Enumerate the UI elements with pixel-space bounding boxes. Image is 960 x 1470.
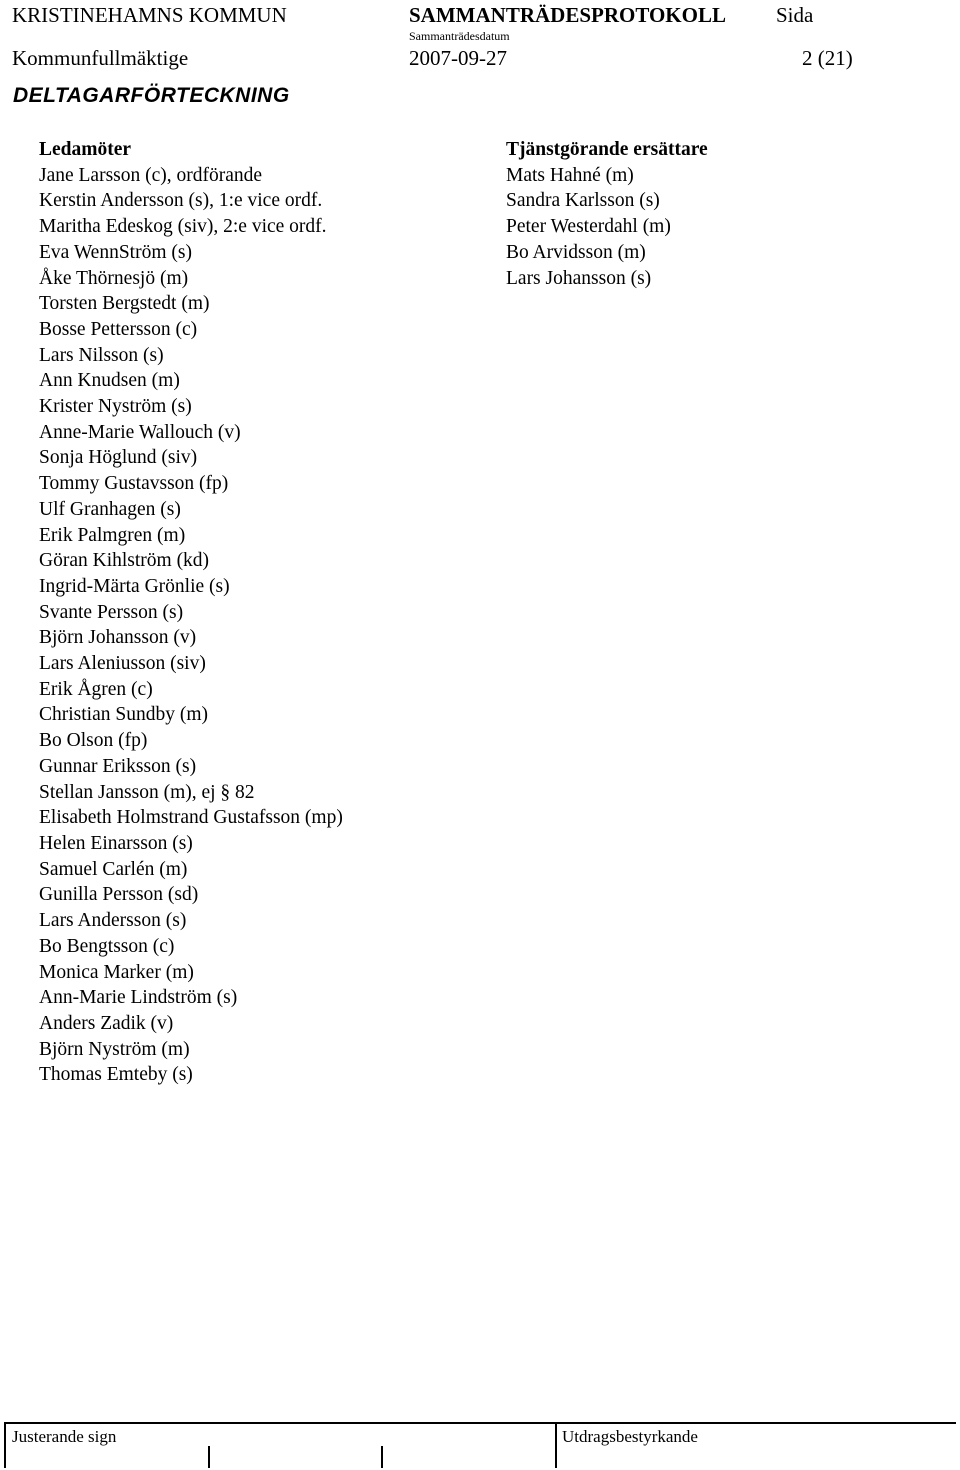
list-item: Bosse Pettersson (c) bbox=[39, 318, 198, 340]
footer-divider bbox=[4, 1422, 956, 1424]
date-label: Sammanträdesdatum bbox=[409, 29, 510, 43]
list-item: Monica Marker (m) bbox=[39, 961, 194, 983]
document-type: SAMMANTRÄDESPROTOKOLL bbox=[409, 3, 726, 27]
assembly-name: Kommunfullmäktige bbox=[12, 46, 189, 70]
list-item: Kerstin Andersson (s), 1:e vice ordf. bbox=[39, 190, 323, 212]
substitutes-list bbox=[506, 137, 708, 291]
municipality-name: KRISTINEHAMNS KOMMUN bbox=[12, 3, 287, 27]
list-item: Bo Bengtsson (c) bbox=[39, 935, 175, 957]
list-item: Gunilla Persson (sd) bbox=[39, 884, 199, 906]
list-item: Thomas Emteby (s) bbox=[39, 1064, 193, 1086]
list-item: Ulf Granhagen (s) bbox=[39, 498, 181, 520]
list-item: Lars Aleniusson (siv) bbox=[39, 653, 206, 675]
section-title: DELTAGARFÖRTECKNING bbox=[13, 84, 290, 107]
list-item: Jane Larsson (c), ordförande bbox=[39, 164, 263, 186]
list-item: Torsten Bergstedt (m) bbox=[39, 293, 210, 315]
list-item: Bo Arvidsson (m) bbox=[506, 241, 646, 263]
list-item: Krister Nyström (s) bbox=[39, 396, 192, 418]
sign-box-divider-1 bbox=[208, 1446, 210, 1468]
list-item: Ann Knudsen (m) bbox=[39, 370, 180, 392]
list-item: Ann-Marie Lindström (s) bbox=[39, 987, 238, 1009]
list-item: Sandra Karlsson (s) bbox=[506, 190, 660, 212]
list-item: Björn Nyström (m) bbox=[39, 1038, 190, 1060]
list-item: Göran Kihlström (kd) bbox=[39, 550, 210, 572]
list-item: Anders Zadik (v) bbox=[39, 1012, 174, 1034]
list-item: Mats Hahné (m) bbox=[506, 164, 634, 186]
list-item: Lars Andersson (s) bbox=[39, 910, 187, 932]
list-item: Maritha Edeskog (siv), 2:e vice ordf. bbox=[39, 216, 327, 238]
list-item: Bo Olson (fp) bbox=[39, 730, 148, 752]
list-item: Svante Persson (s) bbox=[39, 601, 184, 623]
list-item: Tommy Gustavsson (fp) bbox=[39, 473, 229, 495]
list-item: Stellan Jansson (m), ej § 82 bbox=[39, 781, 255, 803]
list-item: Lars Johansson (s) bbox=[506, 267, 652, 289]
list-item: Anne-Marie Wallouch (v) bbox=[39, 421, 241, 443]
list-item: Björn Johansson (v) bbox=[39, 627, 197, 649]
list-item: Sonja Höglund (siv) bbox=[39, 447, 198, 469]
sign-box-divider-2 bbox=[381, 1446, 383, 1468]
list-item: Peter Westerdahl (m) bbox=[506, 216, 671, 238]
list-item: Ingrid-Märta Grönlie (s) bbox=[39, 575, 230, 597]
meeting-date: 2007-09-27 bbox=[409, 46, 507, 70]
footer-border-middle bbox=[555, 1422, 557, 1468]
list-item: Lars Nilsson (s) bbox=[39, 344, 164, 366]
list-item: Gunnar Eriksson (s) bbox=[39, 755, 197, 777]
list-item: Elisabeth Holmstrand Gustafsson (mp) bbox=[39, 807, 343, 829]
footer-border-left bbox=[4, 1422, 6, 1468]
page-label: Sida bbox=[776, 3, 814, 27]
list-item: Erik Palmgren (m) bbox=[39, 524, 186, 546]
list-item: Erik Ågren (c) bbox=[39, 678, 153, 700]
list-item: Åke Thörnesjö (m) bbox=[39, 267, 189, 289]
members-heading: Ledamöter bbox=[39, 139, 132, 160]
list-item: Eva WennStröm (s) bbox=[39, 241, 192, 263]
substitutes-heading: Tjänstgörande ersättare bbox=[506, 139, 708, 160]
signature-label: Justerande sign bbox=[12, 1427, 117, 1446]
list-item: Helen Einarsson (s) bbox=[39, 832, 193, 854]
excerpt-certification-label: Utdragsbestyrkande bbox=[562, 1427, 698, 1446]
list-item: Samuel Carlén (m) bbox=[39, 858, 188, 880]
page-number: 2 (21) bbox=[802, 46, 853, 70]
list-item: Christian Sundby (m) bbox=[39, 704, 208, 726]
members-list bbox=[39, 137, 343, 1088]
